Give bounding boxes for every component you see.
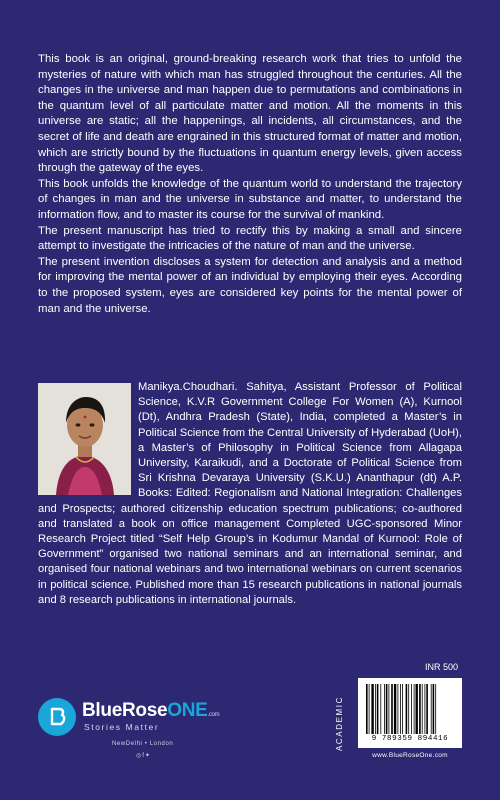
blurb-paragraph: The present manuscript has tried to rectify this by making a small and sincere attempt to investigate the intricacies of the nature of man and the universe. bbox=[38, 224, 462, 253]
barcode-bar bbox=[391, 684, 393, 734]
barcode-bar bbox=[431, 684, 432, 734]
blurb-paragraph: This book is an original, ground-breaking research work that tries to unfold the mysteries of nature with which man has struggled throughout the centuries. All the changes in the universe and man happen due to permutations and combinations in the quantum level of all particulate matter and motion. All the moments in this universe are static; all the happenings, all incidents, all circumstances, and the secret of life and death are engrained in this structured format of matter and motion, which are strictly bound by the fluctuations in quantum energy levels, given access through the gateway of the eyes. bbox=[38, 53, 462, 175]
author-bio bbox=[38, 380, 462, 608]
price-label: INR 500 bbox=[425, 662, 459, 672]
barcode-graphic bbox=[364, 684, 456, 734]
isbn-number: 9 789359 894416 bbox=[371, 735, 449, 743]
barcode-bar bbox=[371, 684, 373, 734]
barcode-bar bbox=[426, 684, 428, 734]
barcode-bar bbox=[369, 684, 370, 734]
barcode-bar bbox=[386, 684, 388, 734]
barcode-bar bbox=[375, 684, 376, 734]
book-blurb bbox=[38, 52, 462, 317]
blurb-paragraph: The present invention discloses a system for detection and analysis and a method for improving the mental power of an individual by employing their eyes. According to the proposed system, eyes are considered key points for the mental power of man and the universe. bbox=[38, 255, 462, 315]
blurb-paragraph: This book unfolds the knowledge of the quantum world to understand the trajectory of changes in man and the universe in substance and matter, to understand the information flow, and to master its course for the survival of mankind. bbox=[38, 177, 462, 221]
publisher-name bbox=[82, 700, 219, 722]
barcode-bar bbox=[425, 684, 426, 734]
barcode-bar bbox=[433, 684, 435, 734]
publisher-logo bbox=[38, 690, 218, 780]
barcode-bar bbox=[394, 684, 396, 734]
publisher-website: www.BlueRoseOne.com bbox=[372, 752, 448, 759]
barcode-bar bbox=[435, 684, 436, 734]
barcode-bar bbox=[384, 684, 385, 734]
barcode-bar bbox=[408, 684, 409, 734]
barcode-bar bbox=[380, 684, 381, 734]
isbn-barcode bbox=[358, 678, 462, 748]
barcode-bar bbox=[377, 684, 379, 734]
barcode-bar bbox=[411, 684, 412, 734]
barcode-bar bbox=[402, 684, 403, 734]
barcode-bar bbox=[414, 684, 415, 734]
barcode-bar bbox=[366, 684, 368, 734]
barcode-bar bbox=[416, 684, 418, 734]
category-text: ACADEMIC bbox=[335, 695, 345, 751]
publisher-name-accent: ONE bbox=[167, 700, 208, 721]
bluerose-logo-icon bbox=[38, 698, 76, 736]
barcode-bar bbox=[400, 684, 401, 734]
publisher-name-suffix: .com bbox=[207, 712, 220, 718]
social-icons: ◎f✦ bbox=[136, 753, 151, 759]
barcode-bar bbox=[422, 684, 423, 734]
barcode-bar bbox=[398, 684, 399, 734]
barcode-bar bbox=[406, 684, 408, 734]
author-bio-text: Manikya.Choudhari. Sahitya, Assistant Professor of Political Science, K.V.R Government College For Women (A), Kurnool (Dt), Andhra Pradesh (State), India, completed a Master’s in Political Science from the Central University of Hyderabad (UoH), a Master’s of Philosophy in Political Science from Allagapa University, Karaikudi, and a Doctorate of Political Science from Sri Krishna Devaraya University (S.K.U.) Ananthapur (dt) A.P. Books: Edited: Regionalism and National Integration: Challenges and Prospects; authored citizenship education spectrum publications; co-authored and translated a book on office management Completed UGC-sponsored Minor Research Project titled “Self Help Group’s in Kodumur Mandal of Kurnool: Role of Government” organised two national seminars and an international seminar, and organised four national webinars and two international webinars on current scenarios in political science. Published more than 15 research publications in national journals and 8 research publications in international journals. bbox=[38, 381, 462, 606]
publisher-tagline: Stories Matter bbox=[84, 722, 160, 732]
barcode-bar bbox=[419, 684, 421, 734]
publisher-name-main: BlueRose bbox=[82, 700, 168, 721]
publisher-cities: NewDelhi • London bbox=[112, 741, 174, 747]
category-label bbox=[330, 688, 350, 758]
barcode-bar bbox=[389, 684, 390, 734]
